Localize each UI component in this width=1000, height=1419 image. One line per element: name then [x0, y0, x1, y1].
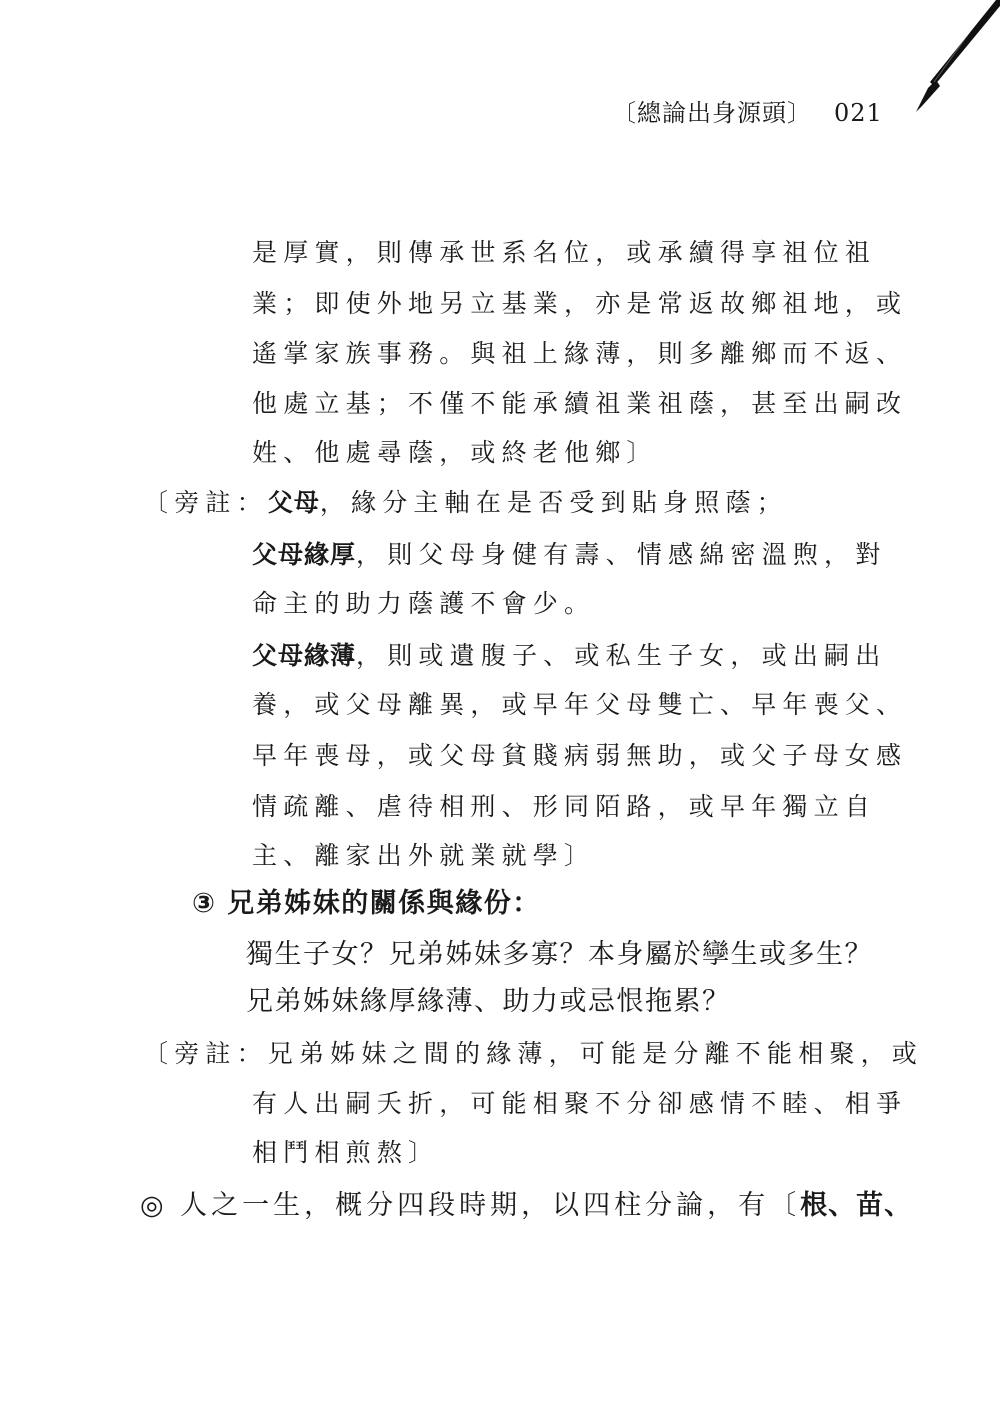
running-header — [612, 93, 912, 128]
side-note-line: 早年喪母，或父母貧賤病弱無助，或父子母女感 — [252, 741, 908, 770]
body-line: 獨生子女？兄弟姊妹多寡？本身屬於孿生或多生？ — [246, 939, 873, 970]
emphasis-term: 根、苗、 — [800, 1190, 913, 1221]
note-text: ，則或遺腹子、或私生子女，或出嗣出 — [356, 641, 887, 670]
side-note-line — [252, 643, 886, 668]
note-text: ，緣分主軸在是否受到貼身照蔭； — [319, 488, 788, 517]
chapter-title: 〔總論出身源頭〕 — [612, 99, 812, 127]
body-line: 是厚實，則傳承世系名位，或承續得享祖位祖 — [252, 238, 877, 267]
side-note-line: 有人出嗣夭折，可能相聚不分卻感情不睦、相爭 — [252, 1089, 908, 1118]
side-note-line: 主、離家出外就業就學〕 — [252, 841, 596, 870]
emphasis-term: 父母緣厚 — [252, 540, 357, 569]
side-note-prefix: 〔旁註： — [143, 488, 268, 517]
side-note-line: 〔旁註：兄弟姊妹之間的緣薄，可能是分離不能相聚，或 — [143, 1039, 924, 1068]
emphasis-term: 父母 — [267, 488, 320, 517]
body-line: 他處立基；不僅不能承續祖業祖蔭，甚至出嗣改 — [252, 389, 908, 418]
body-text: ◎ 人之一生，概分四段時期，以四柱分論，有〔 — [140, 1190, 801, 1221]
side-note-line — [143, 490, 788, 515]
side-note-line: 養，或父母離異，或早年父母雙亡、早年喪父、 — [252, 690, 908, 719]
page-number: 021 — [834, 99, 883, 127]
side-note-line: 命主的助力蔭護不會少。 — [252, 589, 596, 618]
side-note-line: 相鬥相煎熬〕 — [252, 1138, 440, 1167]
body-line: 遙掌家族事務。與祖上緣薄，則多離鄉而不返、 — [252, 339, 908, 368]
note-text: ，則父母身健有壽、情感綿密溫煦，對 — [356, 540, 887, 569]
calligraphy-brush-icon — [900, 0, 1000, 120]
body-line: 業；即使外地另立基業，亦是常返故鄉祖地，或 — [252, 289, 908, 318]
side-note-line — [252, 542, 886, 567]
body-line: 姓、他處尋蔭，或終老他鄉〕 — [252, 438, 658, 467]
emphasis-term: 父母緣薄 — [252, 641, 357, 670]
section-heading: ③ 兄弟姊妹的關係與緣份： — [192, 888, 541, 919]
body-line: 兄弟姊妹緣厚緣薄、助力或忌恨拖累？ — [246, 986, 731, 1017]
body-line — [140, 1192, 912, 1219]
side-note-line: 情疏離、虐待相刑、形同陌路，或早年獨立自 — [252, 792, 877, 821]
